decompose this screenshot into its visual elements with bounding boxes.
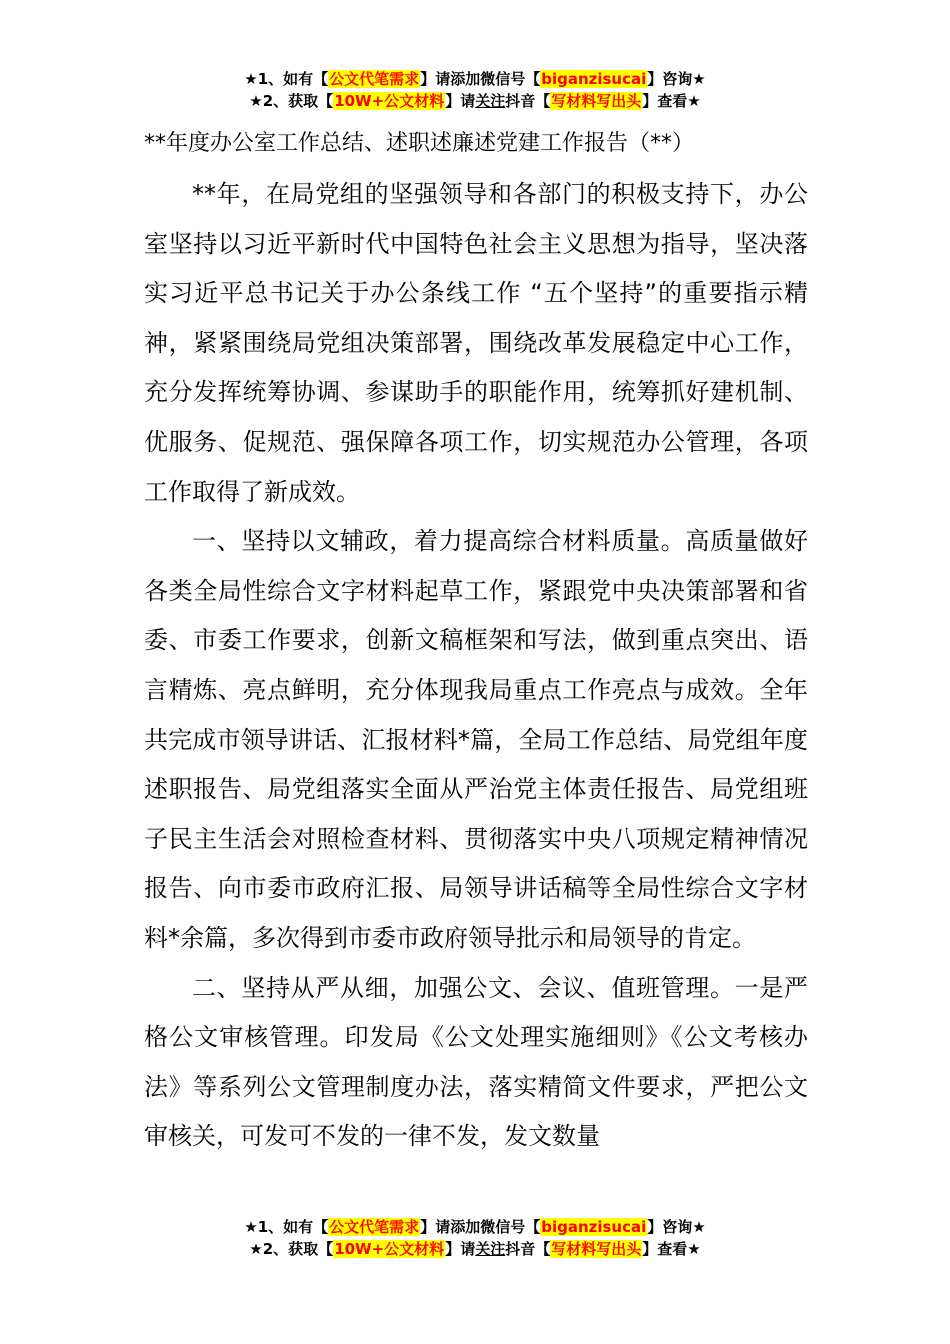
banner-line-2: ★2、获取【10W+公文材料】请关注抖音【写材料写出头】查看★ xyxy=(249,92,701,110)
banner-highlight-wechat-id: biganzisucai xyxy=(541,70,647,88)
banner-highlight-service: 公文代笔需求 xyxy=(329,1218,420,1236)
banner-highlight-douyin: 写材料写出头 xyxy=(551,1240,642,1258)
banner-highlight-materials: 10W+公文材料 xyxy=(334,92,445,110)
document-title: **年度办公室工作总结、述职述廉述党建工作报告（**） xyxy=(144,131,695,156)
banner-line-1: ★1、如有【公文代笔需求】请添加微信号【biganzisucai】咨询★ xyxy=(244,70,706,88)
banner-highlight-service: 公文代笔需求 xyxy=(329,70,420,88)
banner-line-1: ★1、如有【公文代笔需求】请添加微信号【biganzisucai】咨询★ xyxy=(244,1218,706,1236)
header-banner xyxy=(0,68,950,112)
paragraph-section-1: 一、坚持以文辅政，着力提高综合材料质量。高质量做好各类全局性综合文字材料起草工作，紧跟党中央决策部署和省委、市委工作要求，创新文稿框架和写法，做到重点突出、语言精炼、亮点鲜明，充分体现我局重点工作亮点与成效。全年共完成市领导讲话、汇报材料*篇，全局工作总结、局党组年度述职报告、局党组落实全面从严治党主体责任报告、局党组班子民主生活会对照检查材料、贯彻落实中央八项规定精神情况报告、向市委市政府汇报、局领导讲话稿等全局性综合文字材料*余篇，多次得到市委市政府领导批示和局领导的肯定。 xyxy=(144,527,808,952)
paragraph-section-2: 二、坚持从严从细，加强公文、会议、值班管理。一是严格公文审核管理。印发局《公文处理实施细则》《公文考核办法》等系列公文管理制度办法，落实精简文件要求，严把公文审核关，可发可不发的一律不发，发文数量 xyxy=(144,973,808,1151)
paragraph-intro: **年，在局党组的坚强领导和各部门的积极支持下，办公室坚持以习近平新时代中国特色社会主义思想为指导，坚决落实习近平总书记关于办公条线工作 “五个坚持”的重要指示精神，紧紧围绕局党组决策部署，围绕改革发展稳定中心工作，充分发挥统筹协调、参谋助手的职能作用，统筹抓好建机制、优服务、促规范、强保障各项工作，切实规范办公管理，各项工作取得了新成效。 xyxy=(144,180,808,506)
banner-highlight-douyin: 写材料写出头 xyxy=(551,92,642,110)
document-body xyxy=(144,126,808,1162)
footer-banner xyxy=(0,1216,950,1260)
banner-highlight-materials: 10W+公文材料 xyxy=(334,1240,445,1258)
banner-line-2: ★2、获取【10W+公文材料】请关注抖音【写材料写出头】查看★ xyxy=(249,1240,701,1258)
banner-highlight-wechat-id: biganzisucai xyxy=(541,1218,647,1236)
